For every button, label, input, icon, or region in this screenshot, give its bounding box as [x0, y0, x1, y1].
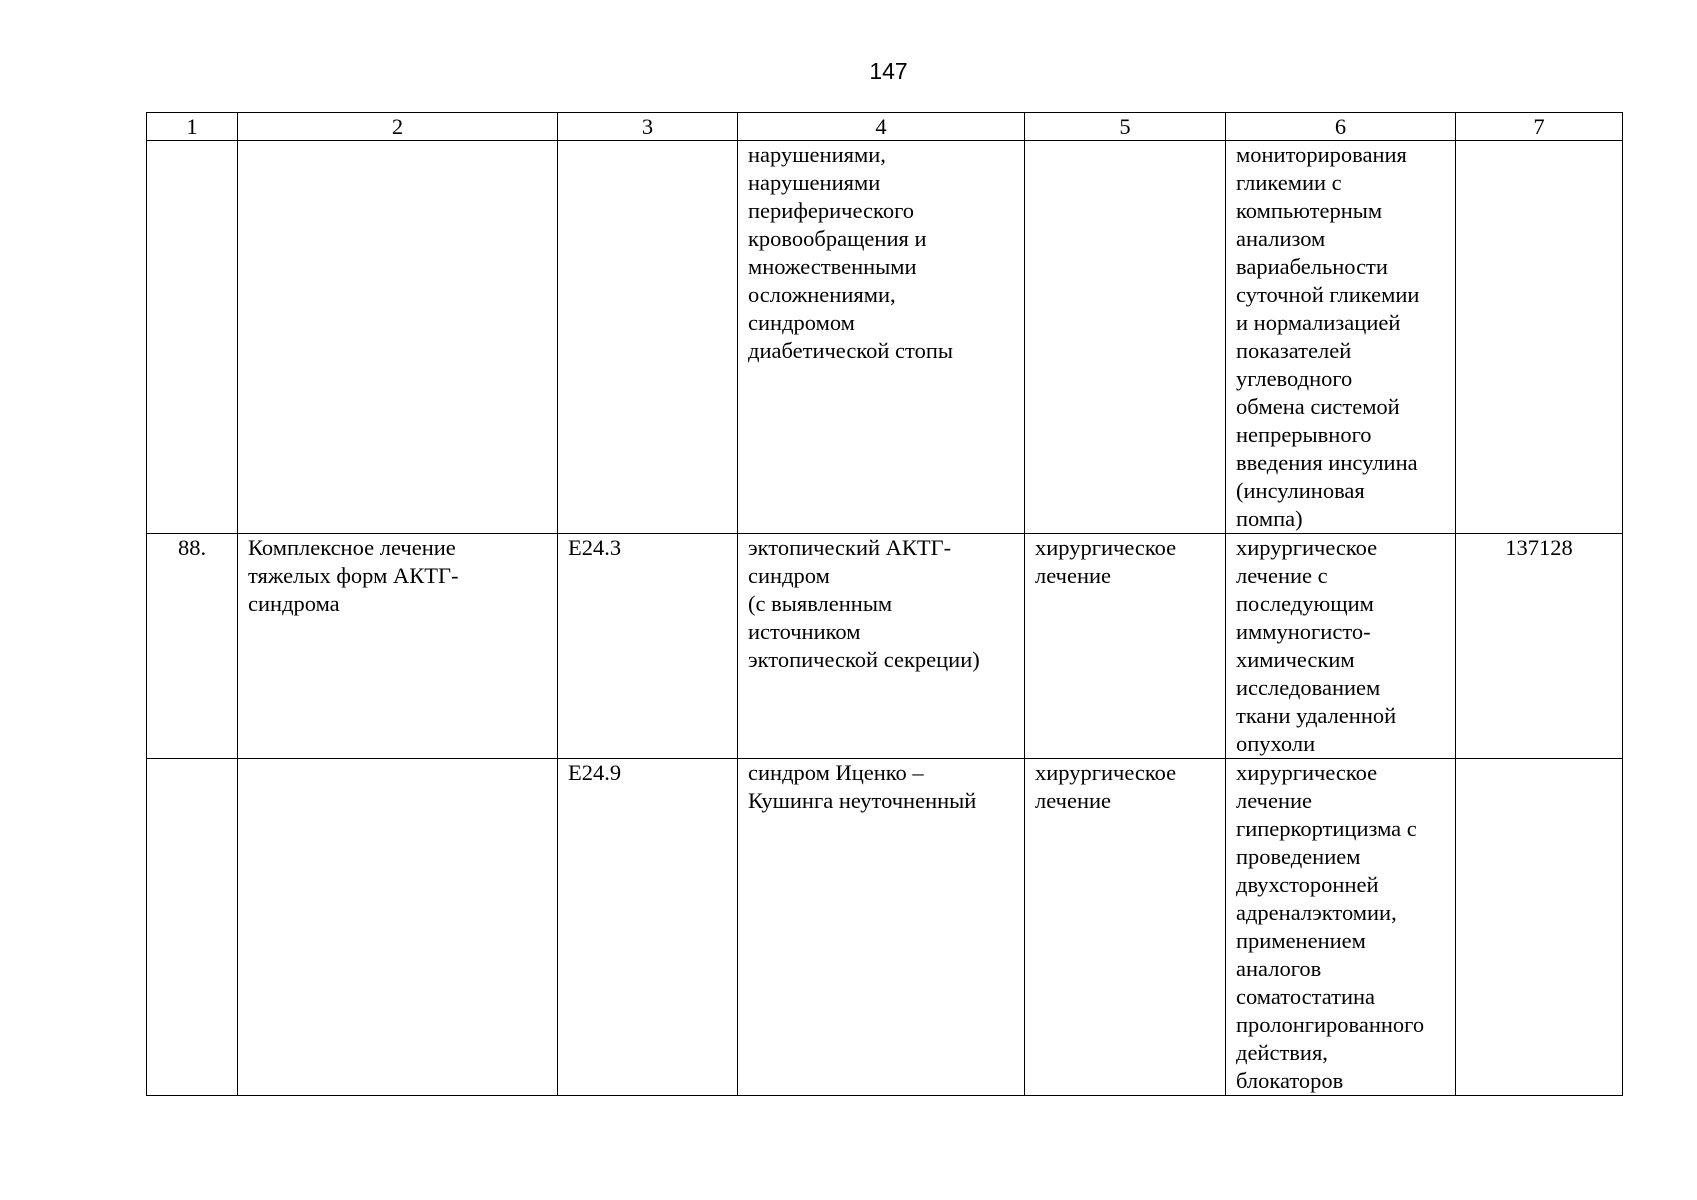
table-header-row: [147, 113, 1623, 141]
icd-code-cell: [558, 141, 738, 534]
table-row: [147, 141, 1623, 534]
procedures-table: [146, 112, 1623, 1096]
method-cell: мониторирования гликемии с компьютерным анализом вариабельности суточной гликемии и нормализацией показателей углеводного обмена системой непрерывного введения инсулина (инсулиновая помпа): [1226, 141, 1456, 534]
treatment-type-cell: хирургическое лечение: [1025, 759, 1226, 1096]
column-header-5: 5: [1025, 113, 1226, 141]
column-header-6: 6: [1226, 113, 1456, 141]
method-cell: хирургическое лечение гиперкортицизма с проведением двухсторонней адреналэктомии, применением аналогов соматостатина пролонгированного действия, блокаторов: [1226, 759, 1456, 1096]
treatment-name-cell: [238, 759, 558, 1096]
row-number-cell: [147, 141, 238, 534]
method-cell: хирургическое лечение с последующим иммуногисто- химическим исследованием ткани удаленной опухоли: [1226, 534, 1456, 759]
column-header-1: 1: [147, 113, 238, 141]
treatment-type-cell: хирургическое лечение: [1025, 534, 1226, 759]
treatment-type-cell: [1025, 141, 1226, 534]
column-header-2: 2: [238, 113, 558, 141]
cost-cell: [1456, 141, 1623, 534]
table-row: [147, 534, 1623, 759]
page-number: 147: [869, 58, 908, 84]
table-row: [147, 759, 1623, 1096]
icd-code-cell: E24.9: [558, 759, 738, 1096]
column-header-4: 4: [738, 113, 1025, 141]
diagnosis-cell: эктопический АКТГ- синдром (с выявленным источником эктопической секреции): [738, 534, 1025, 759]
diagnosis-cell: синдром Иценко – Кушинга неуточненный: [738, 759, 1025, 1096]
diagnosis-cell: нарушениями, нарушениями периферического кровообращения и множественными осложнениями, синдромом диабетической стопы: [738, 141, 1025, 534]
column-header-7: 7: [1456, 113, 1623, 141]
row-number-cell: [147, 759, 238, 1096]
row-number-cell: 88.: [147, 534, 238, 759]
treatment-name-cell: Комплексное лечение тяжелых форм АКТГ- синдрома: [238, 534, 558, 759]
treatment-name-cell: [238, 141, 558, 534]
cost-cell: [1456, 759, 1623, 1096]
cost-cell: 137128: [1456, 534, 1623, 759]
icd-code-cell: E24.3: [558, 534, 738, 759]
column-header-3: 3: [558, 113, 738, 141]
